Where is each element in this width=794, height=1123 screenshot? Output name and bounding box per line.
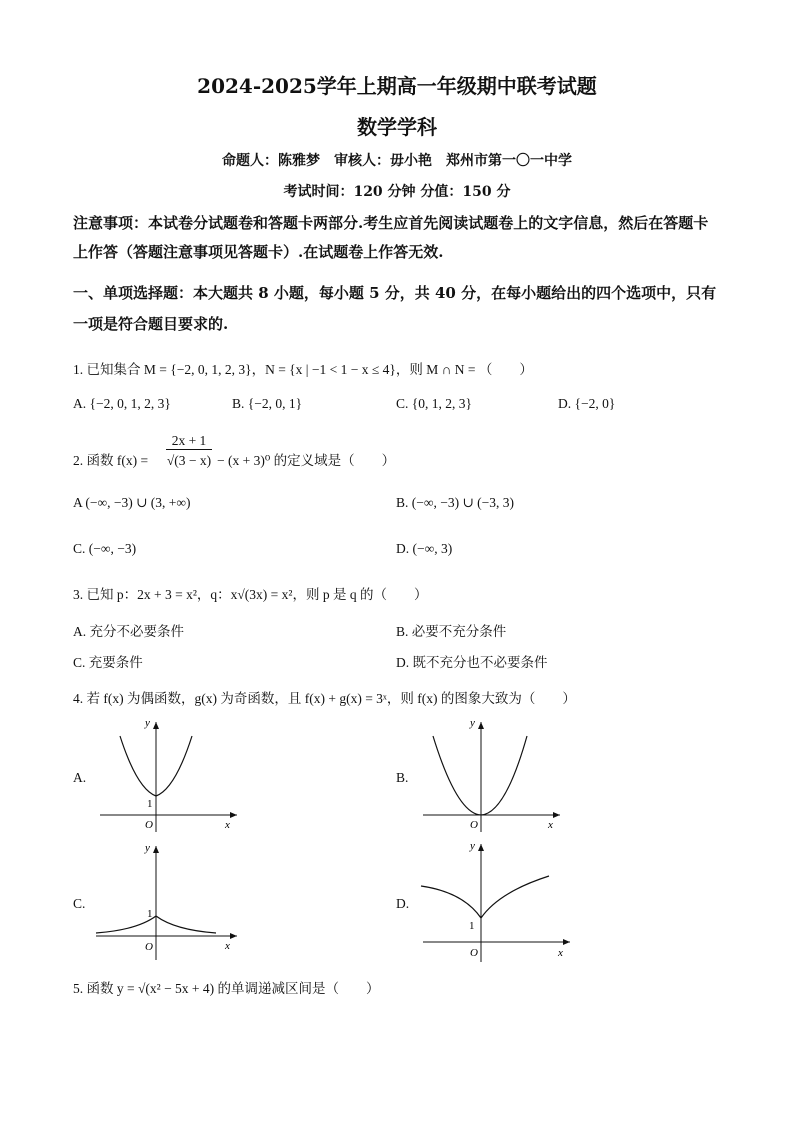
exam-title: 2024-2025学年上期高一年级期中联考试题 [197, 74, 597, 98]
time-score-line: 考试时间：120 分钟 分值：150 分 [283, 184, 511, 200]
graph-d-y-arrow [478, 844, 484, 851]
q2-stem-suffix: − (x + 3)⁰ 的定义域是（ ） [217, 453, 396, 468]
graph-c [92, 840, 242, 962]
q2-stem-prefix: 2. 函数 f(x) = [73, 453, 149, 468]
question-5-stem: 5. 函数 y = √(x² − 5x + 4) 的单调递减区间是（ ） [73, 981, 380, 996]
graph-c-y-label: y [145, 842, 150, 854]
question-1-stem: 1. 已知集合 M = {−2, 0, 1, 2, 3}，N = {x | −1 < 1 − x ≤ 4}，则 M ∩ N = （ ） [73, 362, 533, 377]
question-4-option-c: C. [73, 896, 86, 911]
question-1-option-c: C. {0, 1, 2, 3} [396, 396, 472, 411]
graph-a-origin-label: O [145, 819, 153, 831]
question-2-option-b: B. (−∞, −3) ∪ (−3, 3) [396, 495, 515, 510]
graph-d [415, 840, 575, 964]
question-4-option-a: A. [73, 770, 87, 785]
graph-d-curve [421, 876, 549, 918]
question-2-option-c: C. (−∞, −3) [73, 541, 137, 556]
graph-d-origin-label: O [470, 947, 478, 959]
question-4-option-d: D. [396, 896, 410, 911]
exam-notes: 注意事项：本试卷分试题卷和答题卡两部分.考生应首先阅读试题卷上的文字信息，然后在答题卡上作答（答题注意事项见答题卡）.在试题卷上作答无效. [73, 214, 709, 261]
graph-a-y-arrow [153, 722, 159, 729]
graph-b-y-arrow [478, 722, 484, 729]
graph-d-one-label: 1 [469, 920, 475, 932]
graph-d-x-label: x [558, 947, 563, 959]
graph-a-y-label: y [145, 717, 150, 729]
graph-a-x-label: x [225, 819, 230, 831]
graph-b-curve [433, 736, 527, 815]
graph-b-origin-label: O [470, 819, 478, 831]
q2-numerator: 2x + 1 [166, 433, 212, 450]
question-3-option-a: A. 充分不必要条件 [73, 624, 184, 639]
graph-d-y-label: y [470, 840, 475, 852]
question-2-option-a: A (−∞, −3) ∪ (3, +∞) [73, 495, 191, 510]
question-4-stem: 4. 若 f(x) 为偶函数，g(x) 为奇函数，且 f(x) + g(x) = 3ˣ，则 f(x) 的图象大致为（ ） [73, 691, 576, 706]
q2-denominator: √(3 − x) [166, 453, 212, 468]
question-3-option-b: B. 必要不充分条件 [396, 624, 507, 639]
graph-c-y-arrow [153, 846, 159, 853]
graph-b-x-label: x [548, 819, 553, 831]
question-1-option-b: B. {−2, 0, 1} [232, 396, 303, 411]
graph-c-x-arrow [230, 933, 237, 939]
graph-a-x-arrow [230, 812, 237, 818]
subject-title: 数学学科 [357, 115, 437, 139]
question-2-option-d: D. (−∞, 3) [396, 541, 453, 556]
graph-c-origin-label: O [145, 941, 153, 953]
question-3-option-d: D. 既不充分也不必要条件 [396, 655, 548, 670]
author-line: 命题人：陈雅梦 审核人：毋小艳 郑州市第一〇一中学 [222, 153, 572, 169]
question-3-stem: 3. 已知 p：2x + 3 = x²，q：x√(3x) = x²，则 p 是 q 的（ ） [73, 587, 428, 602]
graph-b-x-arrow [553, 812, 560, 818]
graph-b [415, 714, 565, 834]
question-4-option-b: B. [396, 770, 409, 785]
section-heading: 一、单项选择题：本大题共 8 小题，每小题 5 分，共 40 分，在每小题给出的四个选项中，只有一项是符合题目要求的. [73, 284, 717, 333]
question-1-option-a: A. {−2, 0, 1, 2, 3} [73, 396, 171, 411]
graph-a [92, 714, 242, 834]
graph-d-x-arrow [563, 939, 570, 945]
graph-b-y-label: y [470, 717, 475, 729]
graph-c-x-label: x [225, 940, 230, 952]
graph-a-one-label: 1 [147, 798, 153, 810]
question-3-option-c: C. 充要条件 [73, 655, 143, 670]
graph-c-one-label: 1 [147, 908, 153, 920]
question-1-option-d: D. {−2, 0} [558, 396, 616, 411]
